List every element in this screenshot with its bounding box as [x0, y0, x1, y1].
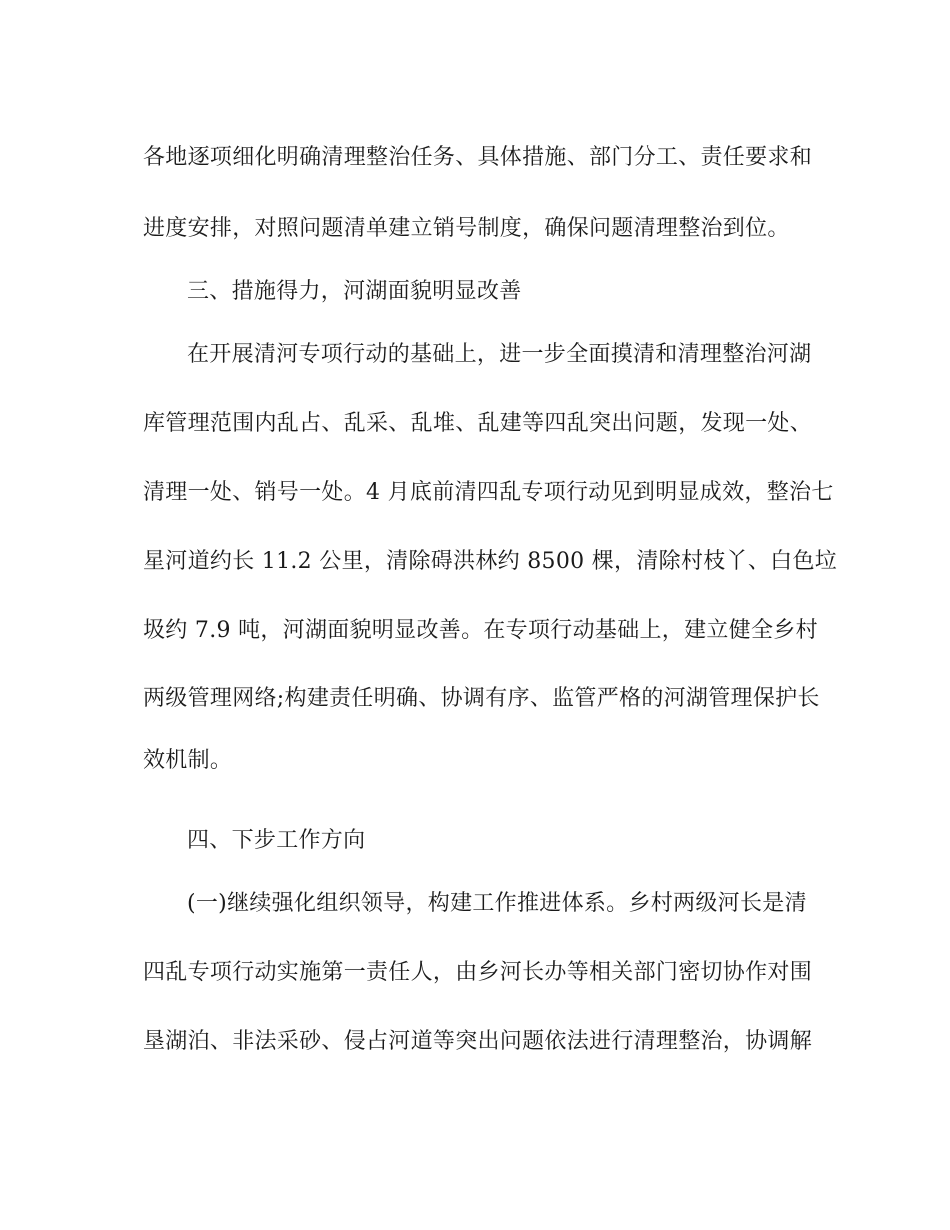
text-line-1: 各地逐项细化明确清理整治任务、具体措施、部门分工、责任要求和 — [143, 145, 813, 170]
text-line-9: 两级管理网络;构建责任明确、协调有序、监管严格的河湖管理保护长 — [143, 686, 820, 711]
text-line-8: 圾约 7.9 吨，河湖面貌明显改善。在专项行动基础上，建立健全乡村 — [143, 618, 818, 643]
paragraph-start-line: 在开展清河专项行动的基础上，进一步全面摸清和清理整治河湖 — [187, 342, 812, 367]
subsection-start-line: (一)继续强化组织领导，构建工作推进体系。乡村两级河长是清 — [187, 891, 807, 916]
section-heading-3: 三、措施得力，河湖面貌明显改善 — [187, 279, 522, 304]
text-line-10: 效机制。 — [143, 748, 233, 773]
text-line-14: 垦湖泊、非法采砂、侵占河道等突出问题依法进行清理整治，协调解 — [143, 1029, 813, 1054]
text-line-13: 四乱专项行动实施第一责任人，由乡河长办等相关部门密切协作对围 — [143, 960, 813, 985]
text-line-7: 星河道约长 11.2 公里，清除碍洪林约 8500 棵，清除村枝丫、白色垃 — [143, 549, 838, 574]
text-line-6: 清理一处、销号一处。4 月底前清四乱专项行动见到明显成效，整治七 — [143, 480, 834, 505]
text-line-2: 进度安排，对照问题清单建立销号制度，确保问题清理整治到位。 — [143, 216, 790, 241]
section-heading-4: 四、下步工作方向 — [187, 828, 366, 853]
text-line-5: 库管理范围内乱占、乱采、乱堆、乱建等四乱突出问题，发现一处、 — [143, 411, 813, 436]
